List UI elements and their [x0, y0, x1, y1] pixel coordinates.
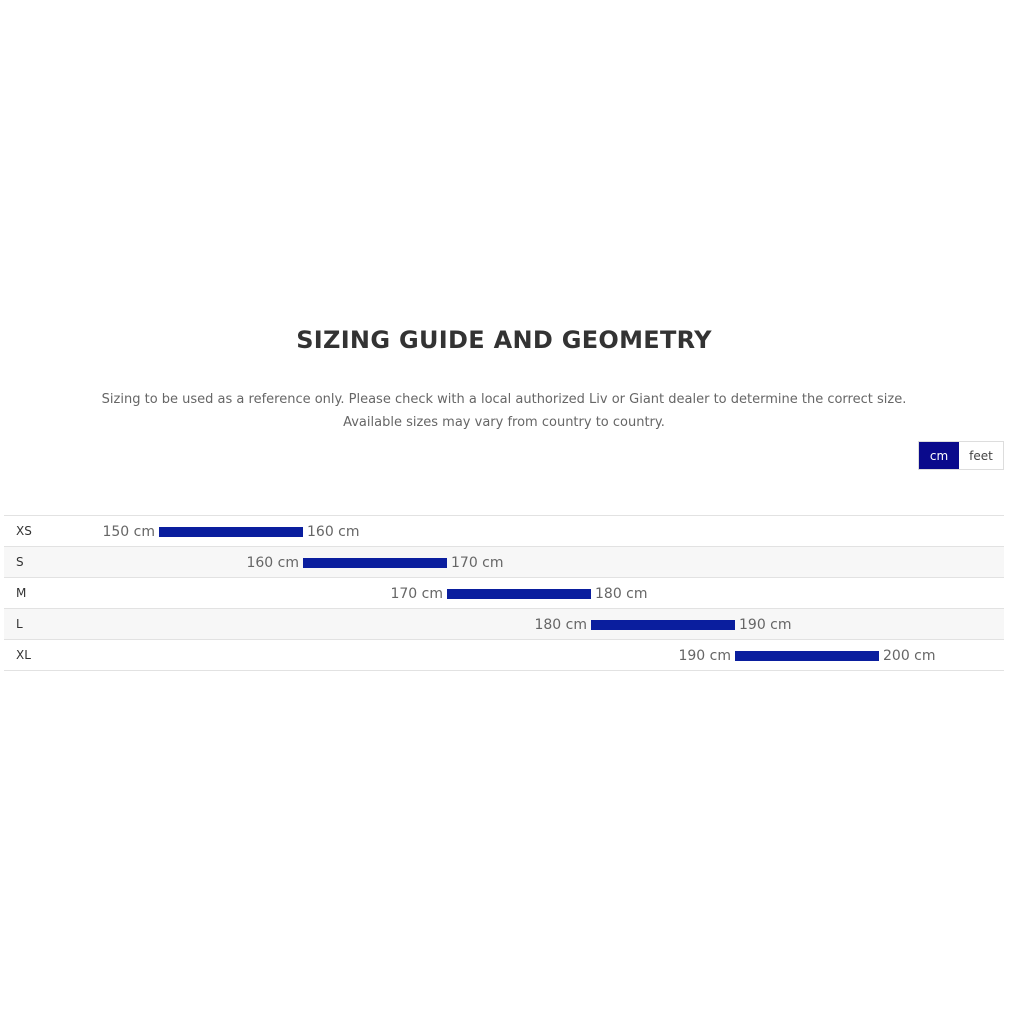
range-min-label: 170 cm [390, 586, 443, 602]
range-max-label: 180 cm [595, 586, 648, 602]
sizing-description [0, 388, 1008, 434]
size-label: L [16, 617, 23, 631]
size-label: S [16, 555, 24, 569]
size-range-chart [4, 515, 1004, 671]
range-min-label: 180 cm [534, 617, 587, 633]
size-label: M [16, 586, 27, 600]
range-max-label: 190 cm [739, 617, 792, 633]
size-row-xl [4, 639, 1004, 671]
unit-toggle [918, 441, 1004, 470]
description-line-1: Sizing to be used as a reference only. Please check with a local authorized Liv or Giant dealer to determine the correct size. [101, 392, 907, 407]
range-bar [303, 558, 447, 568]
unit-feet-button[interactable]: feet [959, 442, 1003, 469]
range-max-label: 170 cm [451, 555, 504, 571]
range-min-label: 160 cm [246, 555, 299, 571]
range-max-label: 200 cm [883, 648, 936, 664]
range-max-label: 160 cm [307, 524, 360, 540]
size-row-m [4, 577, 1004, 608]
page-title: SIZING GUIDE AND GEOMETRY [296, 326, 712, 354]
range-bar [735, 651, 879, 661]
range-min-label: 190 cm [678, 648, 731, 664]
unit-cm-button[interactable]: cm [919, 442, 959, 469]
size-row-xs [4, 515, 1004, 546]
size-row-l [4, 608, 1004, 639]
size-row-s [4, 546, 1004, 577]
range-bar [159, 527, 303, 537]
size-label: XS [16, 524, 32, 538]
description-line-2: Available sizes may vary from country to country. [343, 415, 665, 430]
range-bar [447, 589, 591, 599]
size-label: XL [16, 648, 31, 662]
range-bar [591, 620, 735, 630]
range-min-label: 150 cm [102, 524, 155, 540]
